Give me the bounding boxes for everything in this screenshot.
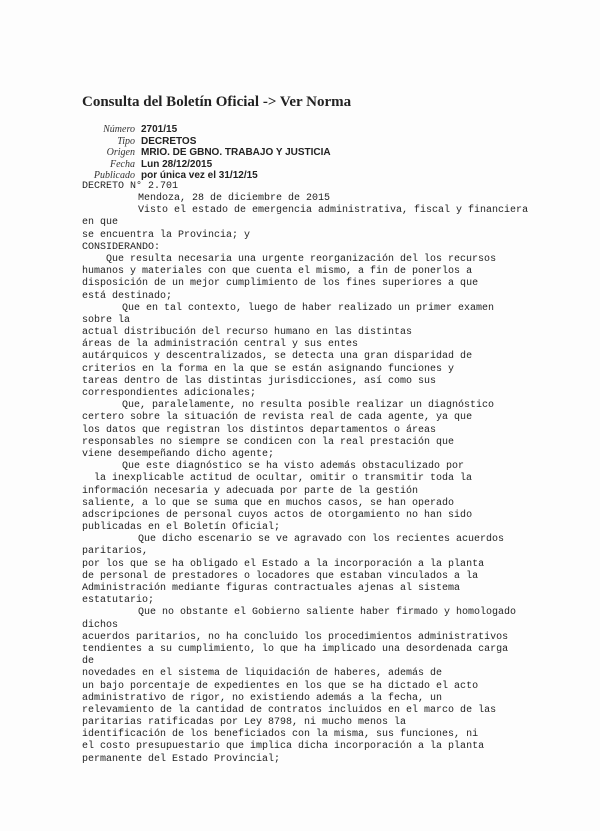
body-line: paritarios, — [82, 546, 149, 558]
meta-label: Fecha — [110, 158, 135, 170]
body-line: disposición de un mejor cumplimiento de los fines superiores a que — [82, 278, 479, 290]
body-line: Administración mediante figuras contractuales ajenas al sistema — [82, 583, 461, 594]
body-line: sobre la — [82, 314, 131, 326]
body-line: saliente, a lo que se suma que en muchos casos, se han operado — [82, 497, 455, 509]
body-line: CONSIDERANDO: — [82, 241, 161, 253]
body-line: certero sobre la situación de revista real de cada agente, ya que — [82, 412, 473, 424]
body-line: paritarias ratificadas por Ley 8798, ni mucho menos la — [82, 717, 407, 729]
body-line: Que dicho escenario se ve agravado con los recientes acuerdos — [138, 534, 505, 546]
body-line: estatutario; — [82, 595, 155, 607]
body-line: de — [82, 656, 95, 668]
body-line: en que — [82, 217, 119, 229]
body-line: permanente del Estado Provincial; — [82, 753, 281, 765]
meta-value: DECRETOS — [141, 135, 197, 147]
body-line: acuerdos paritarios, no ha concluido los procedimientos administrativos — [82, 631, 509, 643]
body-line: se encuentra la Provincia; y — [82, 229, 251, 241]
body-line: de personal de prestadores o locadores que estaban vinculados a la — [82, 570, 479, 582]
meta-value: MRIO. DE GBNO. TRABAJO Y JUSTICIA — [141, 147, 331, 158]
body-line: correspondientes adicionales; — [82, 388, 257, 399]
body-line: Que en tal contexto, luego de haber realizado un primer examen — [122, 302, 495, 314]
body-line: el costo presupuestario que implica dicha incorporación a la planta — [82, 741, 485, 753]
meta-row-origen — [82, 147, 331, 159]
body-line: áreas de la administración central y sus entes — [82, 339, 359, 351]
body-line: tendientes a su cumplimiento, lo que ha implicado una desordenada carga — [82, 643, 509, 655]
meta-value: Lun 28/12/2015 — [141, 158, 213, 170]
body-line: Que, paralelamente, no resulta posible realizar un diagnóstico — [122, 400, 495, 412]
body-line: información necesaria y adecuada por parte de la gestión — [82, 485, 419, 497]
body-line: responsables no siempre se condicen con la real prestación que — [82, 436, 455, 448]
meta-label: Número — [103, 124, 135, 135]
meta-row-numero — [82, 124, 331, 136]
body-line: la inexplicable actitud de ocultar, omitir o transmitir toda la — [94, 473, 473, 485]
meta-label: Tipo — [117, 135, 135, 147]
body-line: actual distribución del recurso humano en las distintas — [82, 327, 413, 339]
body-line: autárquicos y descentralizados, se detecta una gran disparidad de — [82, 351, 473, 363]
body-line: por los que se ha obligado el Estado a la incorporación a la planta — [82, 558, 485, 570]
body-line: Que no obstante el Gobierno saliente haber firmado y homologado — [138, 607, 517, 619]
body-line: un bajo porcentaje de expedientes en los que se ha dictado el acto — [82, 680, 479, 692]
norma-metadata — [82, 124, 331, 182]
body-line: criterios en la forma en la que se están asignando funciones y — [82, 363, 455, 375]
body-line: está destinado; — [82, 290, 173, 302]
body-line: tareas dentro de las distintas jurisdicciones, así como sus — [82, 375, 437, 387]
body-line: Visto el estado de emergencia administrativa, fiscal y financiera — [138, 205, 529, 217]
meta-value: por única vez el 31/12/15 — [141, 170, 258, 181]
body-line: relevamiento de la cantidad de contratos incluidos en el marco de las — [82, 704, 497, 716]
body-line: humanos y materiales con que cuenta el mismo, a fin de ponerlos a — [82, 266, 473, 278]
body-line: dichos — [82, 619, 119, 631]
decreto-number: DECRETO N° 2.701 — [82, 181, 179, 192]
body-line: novedades en el sistema de liquidación de haberes, además de — [82, 668, 443, 680]
meta-row-tipo — [82, 136, 331, 148]
body-line: Que resulta necesaria una urgente reorganización del los recursos — [106, 253, 497, 265]
body-line: los datos que registran los distintos departamentos o áreas — [82, 424, 437, 436]
decree-body — [82, 193, 582, 766]
meta-label: Publicado — [93, 170, 135, 181]
meta-value: 2701/15 — [141, 124, 178, 135]
meta-row-fecha — [82, 159, 331, 171]
body-line: identificación de los beneficiados con la misma, sus funciones, ni — [82, 729, 479, 741]
body-line: publicadas en el Boletín Oficial; — [82, 522, 281, 534]
meta-row-publicado — [82, 170, 331, 182]
body-line: adscripciones de personal cuyos actos de otorgamiento no han sido — [82, 509, 473, 521]
body-line: Mendoza, 28 de diciembre de 2015 — [138, 193, 331, 204]
body-line: administrativo de rigor, no existiendo además a la fecha, un — [82, 692, 443, 704]
body-line: viene desempeñando dicho agente; — [82, 448, 275, 460]
body-line: Que este diagnóstico se ha visto además obstaculizado por — [122, 461, 465, 473]
page-title: Consulta del Boletín Oficial -> Ver Norma — [82, 94, 352, 110]
meta-label: Origen — [106, 147, 135, 158]
